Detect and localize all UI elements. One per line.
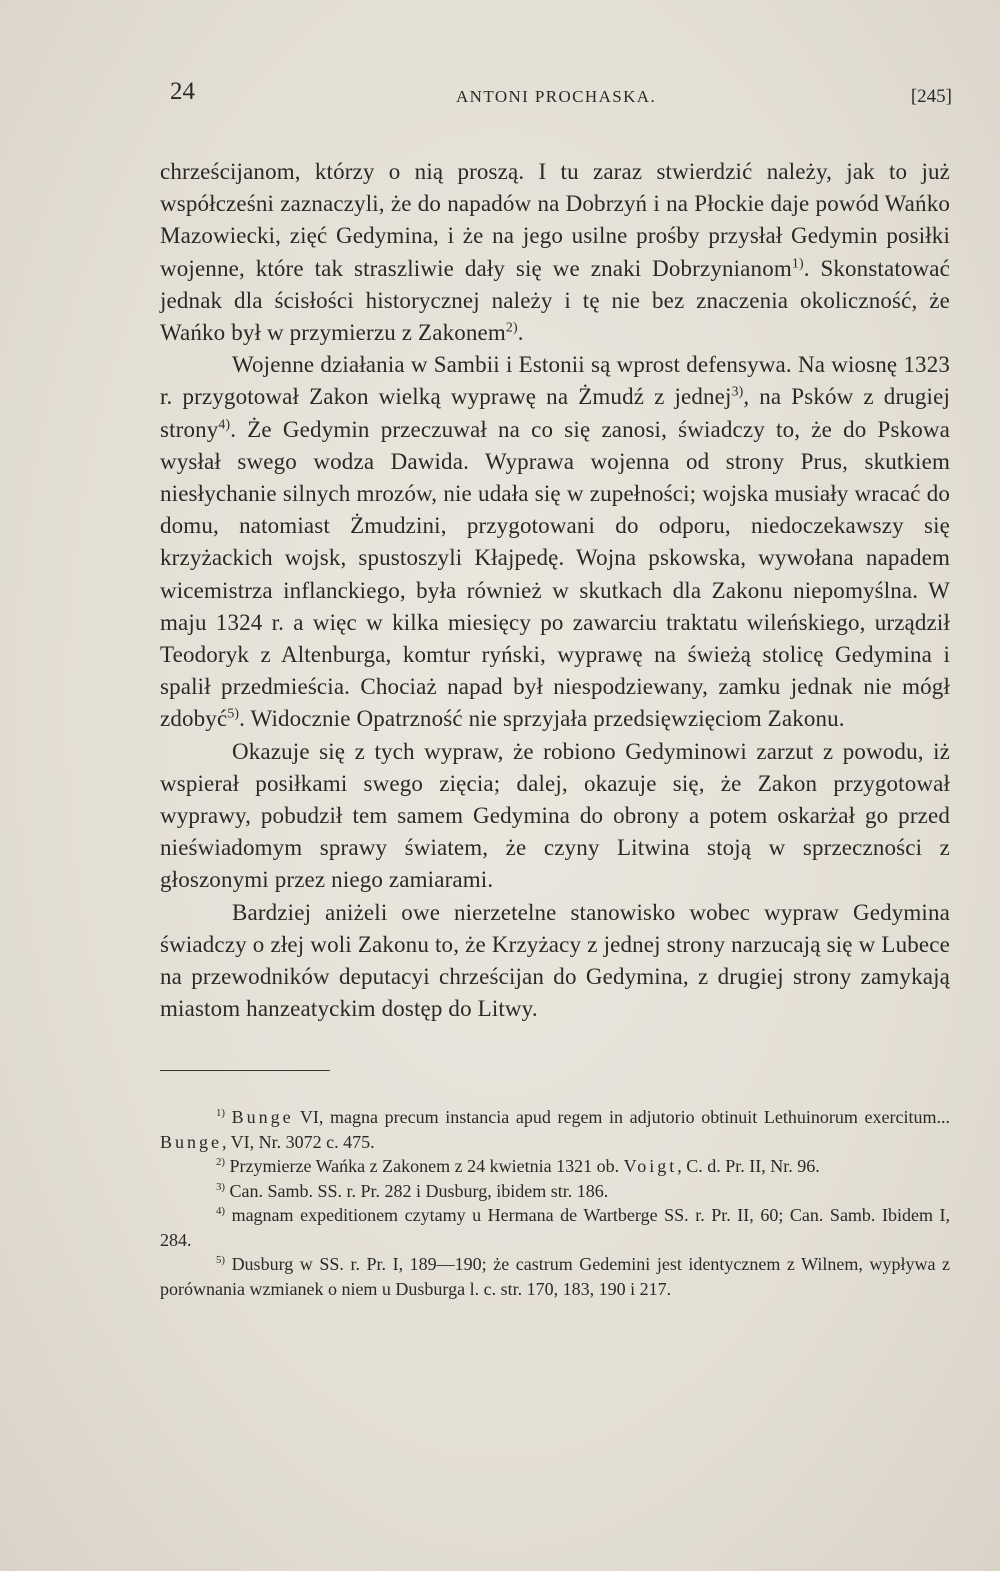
footnote-ref-5: 5) <box>227 705 240 721</box>
paragraph-2-d: . Widocznie Opatrzność nie sprzyjała przedsięwzięciom Zakonu. <box>239 706 845 732</box>
page-content <box>160 78 950 1301</box>
footnote-5-text: Dusburg w SS. r. Pr. I, 189—190; że castrum Gedemini jest identycznem z Wilnem, wypływa z porównania wzmianek o niem u Dusburga l. c. str. 170, 183, 190 i 217. <box>160 1254 950 1299</box>
footnote-2-text: Przymierze Wańka z Zakonem z 24 kwietnia 1321 ob. <box>229 1156 624 1177</box>
footnote-divider <box>160 1070 330 1071</box>
footnote-3-text: Can. Samb. SS. r. Pr. 282 i Dusburg, ibidem str. 186. <box>229 1180 609 1201</box>
footnote-3 <box>160 1179 950 1204</box>
paragraph-2-b: , na Psków z drugiej strony <box>160 384 950 442</box>
paragraph-1-text: chrześcijanom, którzy o nią proszą. I tu zaraz stwierdzić należy, jak to już współcześni zaznaczyli, że do napadów na Dobrzyń i na Płockie daje powód Wańko Mazowiecki, zięć Gedymina, i że na jego usilne prośby przysłał Gedymin posiłki wojenne, które tak straszliwie dały się we znaki Dobrzynianom <box>160 159 950 281</box>
footnote-2 <box>160 1154 950 1179</box>
paragraph-3: Okazuje się z tych wypraw, że robiono Gedyminowi zarzut z powodu, iż wspierał posiłkami swego zięcia; dalej, okazuje się, że Zakon przygotował wyprawy, pobudził tem samem Gedymina do obrony a potem oskarżał go przed nieświadomym sprawy światem, że czyny Litwina stoją w sprzeczności z głoszonymi przez niego zamiarami. <box>160 738 950 893</box>
footnote-1-author-2: Bunge <box>160 1131 222 1152</box>
footnote-ref-4: 4) <box>218 415 231 431</box>
paragraph-1-mid: . Skonstatować jednak dla ścisłości historycznej należy i tę nie bez znaczenia okoliczność, że Wańko był w przymierzu z Zakonem <box>160 255 950 346</box>
paragraph-2-c: . Że Gedymin przeczuwał na co się zanosi, świadczy to, że do Pskowa wysłał swego wodza Dawida. Wyprawa wojenna od strony Prus, skutkiem niesłychanie silnych mrozów, nie udała się w zupełności; wojska musiały wracać do domu, natomiast Żmudzini, przygotowani do odporu, niedoczekawszy się krzyżackich wojsk, spustoszyli Kłajpedę. Wojna pskowska, wywołana napadem wicemistrza inflanckiego, była również w skutkach dla Zakonu niepomyślna. W maju 1324 r. a więc w kilka miesięcy po zawarciu traktatu wileńskiego, urządził Teodoryk z Altenburga, komtur ryński, wyprawę na świeżą stolicę Gedymina i spalił przedmieścia. Chociaż napad był niespodziewany, zamku jednak nie mógł zdobyć <box>160 416 950 732</box>
paragraph-4: Bardziej aniżeli owe nierzetelne stanowisko wobec wypraw Gedymina świadczy o złej woli Zakonu to, że Krzyżacy z jednej strony narzucają się w Lubece na przewodników deputacyi chrześcijan do Gedymina, z drugiej strony zamykają miastom hanzeatyckim dostęp do Litwy. <box>160 899 950 1022</box>
footnote-1-text: VI, magna precum instancia apud regem in adjutorio obtinuit Lethuinorum exercitum... <box>293 1107 950 1128</box>
paragraph-1-end: . <box>517 320 524 346</box>
footnote-4-text: magnam expeditionem czytamy u Hermana de Wartberge SS. r. Pr. II, 60; Can. Samb. Ibidem I, 284. <box>160 1205 951 1250</box>
footnote-5-number: 5) <box>216 1254 225 1267</box>
footnote-4 <box>160 1203 950 1252</box>
footnote-2-author: Voigt <box>623 1156 678 1177</box>
paragraph-2-a: Wojenne działania w Sambii i Estonii są wprost defensywa. Na wiosnę 1323 r. przygotował Zakon wielką wyprawę na Żmudź z jednej <box>160 352 950 410</box>
footnote-2-ref: , C. d. Pr. II, Nr. 96. <box>677 1156 820 1177</box>
footnote-5 <box>160 1252 950 1301</box>
footnote-1-number: 1) <box>216 1107 225 1120</box>
footnote-1-ref: , VI, Nr. 3072 c. 475. <box>222 1131 375 1152</box>
footnote-4-number: 4) <box>216 1205 225 1218</box>
footnote-2-number: 2) <box>216 1156 225 1169</box>
page-number: 24 <box>170 78 195 105</box>
section-mark: [245] <box>910 86 952 107</box>
body-text <box>160 156 950 1025</box>
footnotes <box>160 1105 950 1301</box>
footnote-ref-3: 3) <box>731 383 744 399</box>
page-header <box>160 78 950 118</box>
footnote-1-author: Bunge <box>231 1107 294 1128</box>
footnote-1 <box>160 1105 950 1154</box>
running-head: ANTONI PROCHASKA. <box>456 87 657 106</box>
footnote-ref-2: 2) <box>505 319 518 335</box>
paragraph-2 <box>160 349 950 735</box>
footnote-3-number: 3) <box>216 1180 225 1193</box>
footnote-ref-1: 1) <box>791 254 804 270</box>
paragraph-1 <box>160 156 950 349</box>
